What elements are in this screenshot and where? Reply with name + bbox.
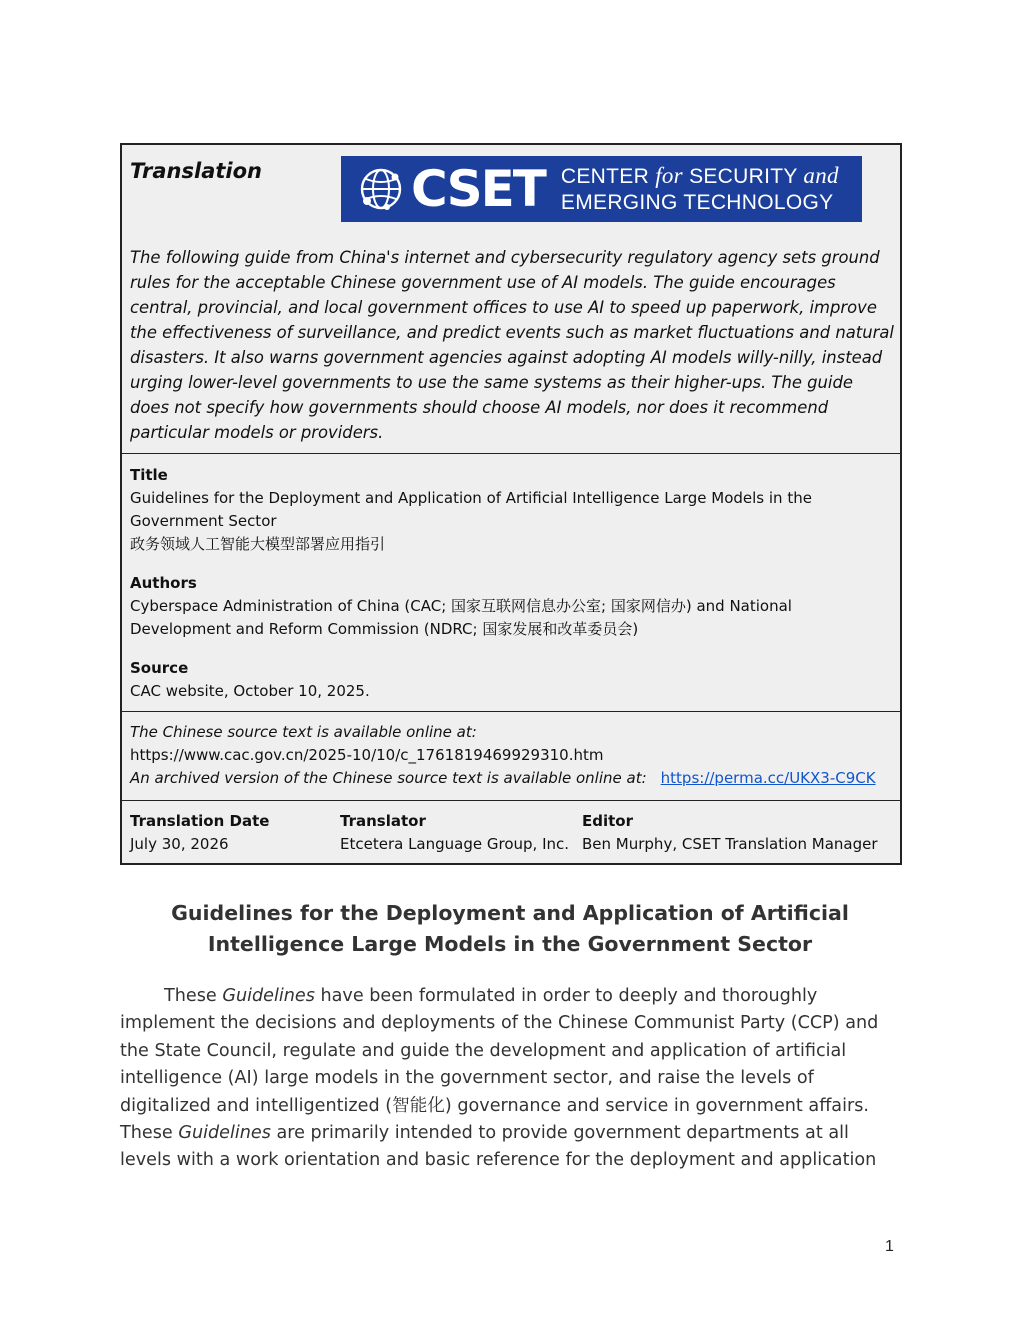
- globe-network-icon: [357, 165, 405, 213]
- metadata-section: [122, 454, 900, 712]
- authors-block: [130, 572, 892, 641]
- document-title: Guidelines for the Deployment and Application of Artificial Intelligence Large Models in the Government Sector: [171, 901, 849, 956]
- cset-logo: [341, 156, 862, 222]
- title-heading: Title: [130, 466, 168, 484]
- translation-date-value: July 30, 2026: [130, 835, 229, 853]
- logo-wordmark: CSET: [411, 160, 545, 218]
- authors-heading: Authors: [130, 574, 197, 592]
- editor-cell: [582, 810, 892, 863]
- logo-subtitle: [561, 163, 839, 216]
- archive-link[interactable]: https://perma.cc/UKX3-C9CK: [660, 769, 876, 787]
- online-label: The Chinese source text is available online at:: [130, 723, 477, 741]
- title-chinese: 政务领域人工智能大模型部署应用指引: [130, 535, 386, 553]
- translation-label: Translation: [130, 159, 262, 183]
- source-block: [130, 657, 892, 703]
- page-number: 1: [885, 1238, 894, 1255]
- archive-label: An archived version of the Chinese source text is available online at:: [130, 769, 647, 787]
- title-english: Guidelines for the Deployment and Application of Artificial Intelligence Large Models in the Government Sector: [130, 489, 812, 530]
- editor-heading: Editor: [582, 812, 633, 830]
- source-text: CAC website, October 10, 2025.: [130, 682, 370, 700]
- body-paragraph: These Guidelines have been formulated in order to deeply and thoroughly implement the decisions and deployments of the Chinese Communist Party (CCP) and the State Council, regulate and guide the development and application of artificial intelligence (AI) large models in the government sector, and raise the levels of digitalized and intelligentized (智能化) governance and service in government affairs. These Guidelines are primarily intended to provide government departments at all levels with a work orientation and basic reference for the deployment and application: [120, 986, 879, 1171]
- source-heading: Source: [130, 659, 189, 677]
- translator-cell: [340, 810, 582, 863]
- translator-heading: Translator: [340, 812, 426, 830]
- logo-line-1: CENTER for SECURITY and: [560, 162, 839, 188]
- logo-line-2: EMERGING TECHNOLOGY: [560, 190, 834, 214]
- translation-date-heading: Translation Date: [130, 812, 270, 830]
- online-url: https://www.cac.gov.cn/2025-10/10/c_1761819469929310.htm: [130, 746, 604, 764]
- credits-section: [122, 801, 900, 863]
- authors-text: Cyberspace Administration of China (CAC; 国家互联网信息办公室; 国家网信办) and National Development and Reform Commission (NDRC; 国家发展和改革委员会): [130, 597, 792, 638]
- title-block: [130, 464, 892, 556]
- source-links-section: [122, 712, 900, 801]
- archive-row: [130, 767, 892, 790]
- editor-value: Ben Murphy, CSET Translation Manager: [582, 835, 878, 853]
- intro-section: [122, 145, 900, 454]
- translation-date-cell: [130, 810, 340, 863]
- translator-value: Etcetera Language Group, Inc.: [340, 835, 570, 853]
- info-table: [120, 143, 902, 865]
- intro-paragraph: The following guide from China's internet and cybersecurity regulatory agency sets ground rules for the acceptable Chinese government use of AI models. The guide encourages central, provincial, and local government offices to use AI to speed up paperwork, improve the effectiveness of surveillance, and predict events such as market fluctuations and natural disasters. It also warns government agencies against adopting AI models willy-nilly, instead urging lower-level governments to use the same systems as their higher-ups. The guide does not specify how governments should choose AI models, nor does it recommend particular models or providers.: [130, 248, 894, 442]
